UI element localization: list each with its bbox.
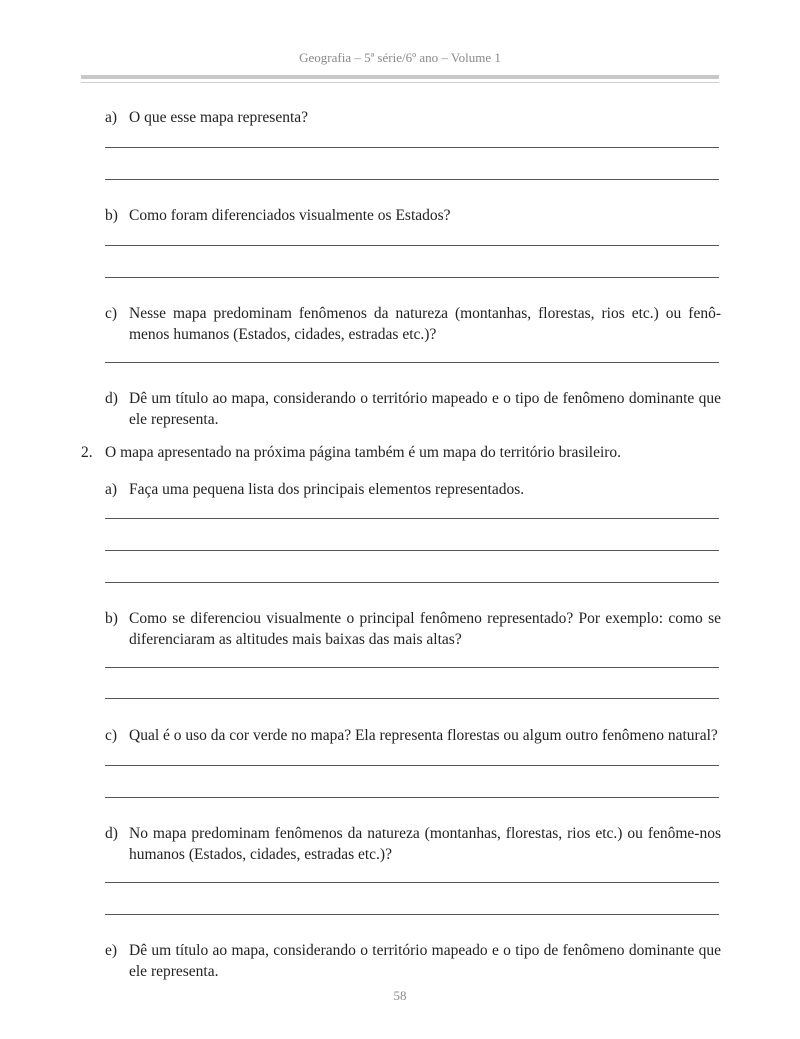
answer-line[interactable]	[105, 698, 719, 699]
answer-line[interactable]	[105, 765, 719, 766]
header-rule-thin	[81, 82, 719, 83]
answer-line[interactable]	[105, 797, 719, 798]
item-label-2d: d)	[105, 825, 118, 842]
answer-line[interactable]	[105, 245, 719, 246]
question-1a: O que esse mapa representa?	[129, 109, 309, 126]
answer-line[interactable]	[105, 362, 719, 363]
answer-line[interactable]	[105, 667, 719, 668]
answer-line[interactable]	[105, 582, 719, 583]
question-2c: Qual é o uso da cor verde no mapa? Ela representa florestas ou algum outro fenômeno natural?	[129, 727, 718, 744]
item-label-1c: c)	[105, 305, 118, 322]
answer-line[interactable]	[105, 147, 719, 148]
item-label-1a: a)	[105, 109, 118, 126]
item-label-2c: c)	[105, 727, 118, 744]
item-label-2a: a)	[105, 481, 118, 498]
item-label-2e: e)	[105, 942, 118, 959]
answer-line[interactable]	[105, 914, 719, 915]
item-label-2b: b)	[105, 610, 118, 627]
answer-line[interactable]	[105, 518, 719, 519]
question-2e: Dê um título ao mapa, considerando o território mapeado e o tipo de fenômeno dominante que ele representa.	[129, 942, 721, 980]
answer-line[interactable]	[105, 277, 719, 278]
running-header: Geografia – 5ª série/6º ano – Volume 1	[299, 50, 501, 65]
answer-line[interactable]	[105, 882, 719, 883]
answer-line[interactable]	[105, 550, 719, 551]
question-2a: Faça uma pequena lista dos principais elementos representados.	[129, 481, 525, 498]
question-1d: Dê um título ao mapa, considerando o território mapeado e o tipo de fenômeno dominante que ele representa.	[129, 390, 721, 428]
answer-line[interactable]	[105, 179, 719, 180]
item-label-1b: b)	[105, 207, 118, 224]
question-number-2: 2.	[81, 444, 93, 461]
header-rule-thick	[81, 75, 719, 79]
item-label-1d: d)	[105, 390, 118, 407]
question-1b: Como foram diferenciados visualmente os Estados?	[129, 207, 451, 224]
page-number: 58	[393, 988, 407, 1003]
question-2b: Como se diferenciou visualmente o principal fenômeno representado? Por exemplo: como se diferenciaram as altitudes mais baixas das mais altas?	[129, 610, 721, 648]
question-2: O mapa apresentado na próxima página também é um mapa do território brasileiro.	[105, 444, 622, 461]
question-2d: No mapa predominam fenômenos da natureza (montanhas, florestas, rios etc.) ou fenôme-nos humanos (Estados, cidades, estradas etc.)?	[129, 825, 721, 863]
question-1c: Nesse mapa predominam fenômenos da natureza (montanhas, florestas, rios etc.) ou fenô-menos humanos (Estados, cidades, estradas etc.)?	[129, 305, 721, 343]
